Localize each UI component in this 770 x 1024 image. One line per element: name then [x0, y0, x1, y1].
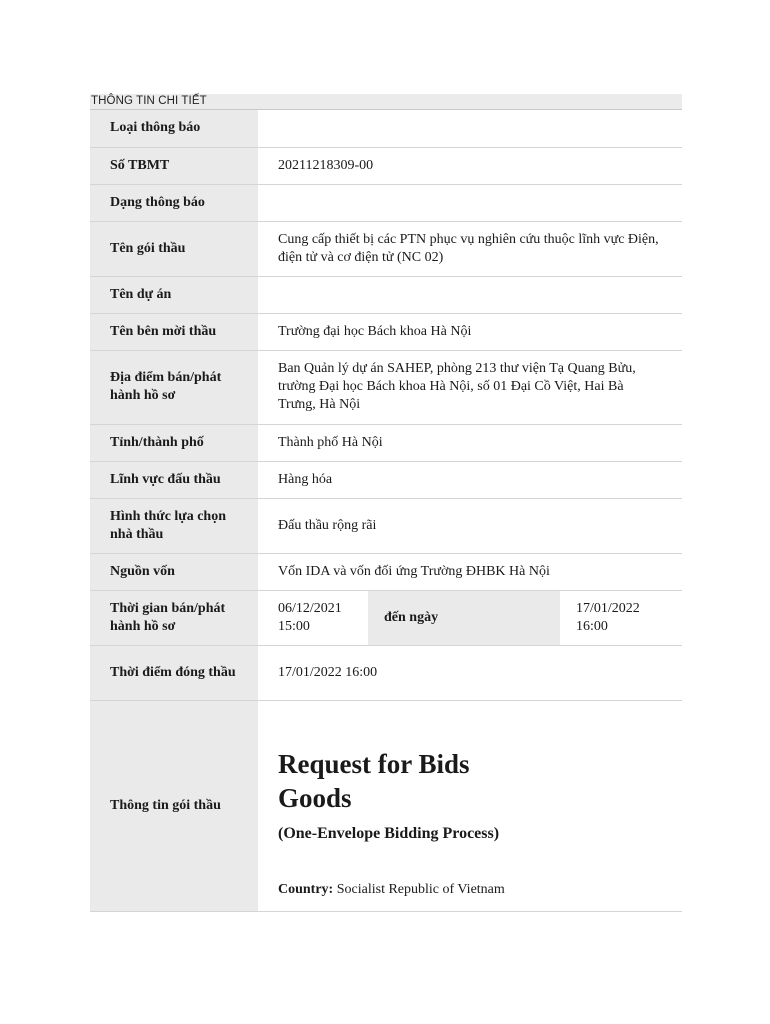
section-header — [90, 94, 682, 110]
package-info — [258, 700, 682, 911]
row-label: Thời gian bán/phát hành hồ sơ — [90, 590, 258, 645]
row-value: Ban Quản lý dự án SAHEP, phòng 213 thư viện Tạ Quang Bửu, trường Đại học Bách khoa Hà Nội, số 01 Đại Cồ Việt, Hai Bà Trưng, Hà Nội — [258, 350, 682, 424]
row-value — [258, 276, 682, 313]
table-row — [90, 147, 682, 184]
row-label: Nguồn vốn — [90, 553, 258, 590]
table-row — [90, 498, 682, 553]
table-row — [90, 276, 682, 313]
row-label: Hình thức lựa chọn nhà thầu — [90, 498, 258, 553]
date-to: 17/01/2022 16:00 — [560, 590, 682, 645]
row-label: Tỉnh/thành phố — [90, 424, 258, 461]
rfb-title-line2: Goods — [278, 782, 352, 813]
table-row — [90, 461, 682, 498]
row-label: Thời điểm đóng thầu — [90, 645, 258, 700]
rfb-subtitle: (One-Envelope Bidding Process) — [278, 824, 500, 842]
rfb-title-line1: Request for Bids — [278, 748, 470, 779]
table-row — [90, 424, 682, 461]
country-label: Country: — [278, 881, 334, 897]
details-table — [90, 110, 682, 912]
row-value: Hàng hóa — [258, 461, 682, 498]
row-value: Trường đại học Bách khoa Hà Nội — [258, 313, 682, 350]
date-to-label: đến ngày — [368, 590, 560, 645]
row-label: Loại thông báo — [90, 110, 258, 147]
country-value: Socialist Republic of Vietnam — [333, 881, 505, 897]
table-row — [90, 184, 682, 221]
row-value — [258, 110, 682, 147]
row-value: Thành phố Hà Nội — [258, 424, 682, 461]
row-value: Vốn IDA và vốn đối ứng Trường ĐHBK Hà Nội — [258, 553, 682, 590]
row-label: Tên bên mời thầu — [90, 313, 258, 350]
row-value: 20211218309-00 — [258, 147, 682, 184]
table-row — [90, 700, 682, 911]
table-row — [90, 553, 682, 590]
table-row — [90, 350, 682, 424]
row-value: Cung cấp thiết bị các PTN phục vụ nghiên cứu thuộc lĩnh vực Điện, điện tử và cơ điện tử (NC 02) — [258, 221, 682, 276]
table-row — [90, 110, 682, 147]
date-from: 06/12/2021 15:00 — [258, 590, 368, 645]
row-label: Thông tin gói thầu — [90, 700, 258, 911]
rfb-country — [278, 881, 662, 899]
table-row — [90, 590, 682, 645]
table-row — [90, 645, 682, 700]
row-label: Lĩnh vực đấu thầu — [90, 461, 258, 498]
row-label: Tên gói thầu — [90, 221, 258, 276]
row-value: Đấu thầu rộng rãi — [258, 498, 682, 553]
row-value: 17/01/2022 16:00 — [258, 645, 682, 700]
row-label: Dạng thông báo — [90, 184, 258, 221]
table-row — [90, 221, 682, 276]
row-value — [258, 184, 682, 221]
row-label: Số TBMT — [90, 147, 258, 184]
row-label: Tên dự án — [90, 276, 258, 313]
row-label: Địa điểm bán/phát hành hồ sơ — [90, 350, 258, 424]
table-row — [90, 313, 682, 350]
section-title: THÔNG TIN CHI TIẾT — [91, 95, 207, 107]
